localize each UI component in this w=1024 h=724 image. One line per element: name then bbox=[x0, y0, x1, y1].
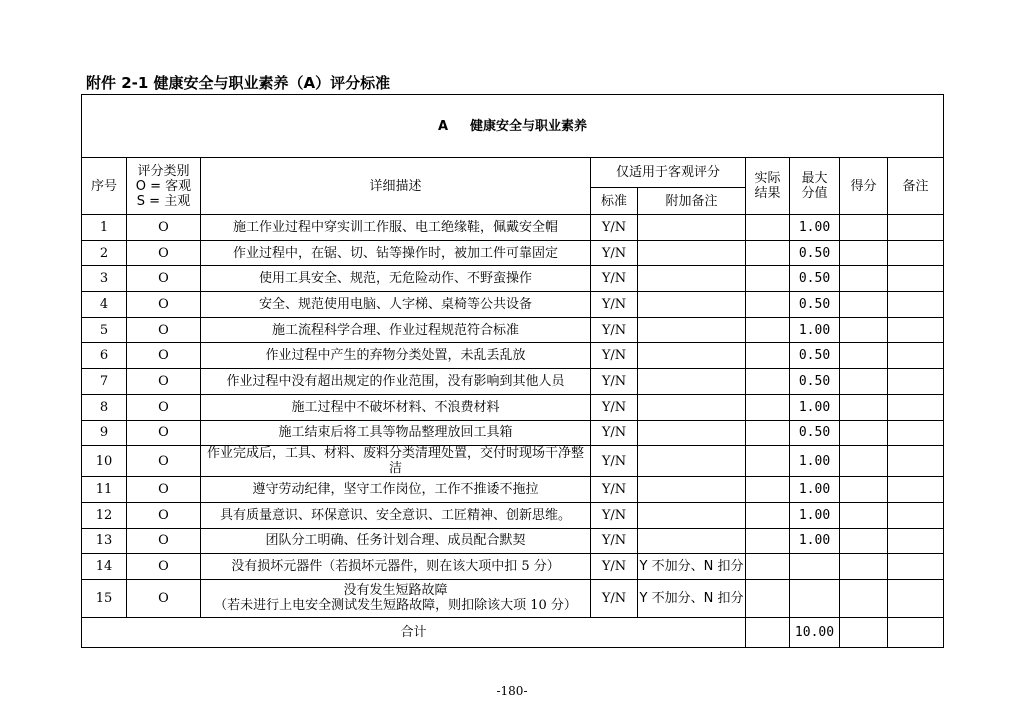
row-remark bbox=[888, 215, 944, 241]
table-row bbox=[82, 215, 944, 241]
table-row bbox=[82, 502, 944, 528]
row-description-text: 具有质量意识、环保意识、安全意识、工匠精神、创新思维。 bbox=[219, 507, 571, 523]
row-description-text: 没有损坏元器件（若损坏元器件，则在该大项中扣 5 分） bbox=[231, 559, 560, 575]
row-extra-note bbox=[638, 477, 746, 503]
row-max: 0.50 bbox=[790, 369, 840, 395]
row-seq: 11 bbox=[82, 477, 127, 503]
header-actual bbox=[746, 158, 790, 215]
row-remark bbox=[888, 446, 944, 477]
row-seq: 10 bbox=[82, 446, 127, 477]
row-score bbox=[840, 446, 888, 477]
header-standard: 标准 bbox=[591, 188, 638, 215]
header-max bbox=[790, 158, 840, 215]
total-max: 10.00 bbox=[790, 617, 840, 647]
row-type: O bbox=[127, 266, 201, 292]
row-seq: 1 bbox=[82, 215, 127, 241]
header-extra-note: 附加备注 bbox=[638, 188, 746, 215]
row-standard: Y/N bbox=[591, 343, 638, 369]
row-extra-note bbox=[638, 369, 746, 395]
row-score bbox=[840, 266, 888, 292]
row-description-text: 没有发生短路故障 bbox=[343, 583, 448, 599]
row-actual bbox=[746, 240, 790, 266]
row-description bbox=[201, 266, 591, 292]
row-actual bbox=[746, 266, 790, 292]
row-type: O bbox=[127, 240, 201, 266]
row-type: O bbox=[127, 477, 201, 503]
row-extra-note bbox=[638, 528, 746, 554]
row-remark bbox=[888, 579, 944, 617]
row-max: 1.00 bbox=[790, 502, 840, 528]
row-remark bbox=[888, 477, 944, 503]
table-row bbox=[82, 554, 944, 580]
row-remark bbox=[888, 394, 944, 420]
attachment-title: 附件 2-1 健康安全与职业素养（A）评分标准 bbox=[86, 74, 391, 92]
row-description-text: 作业过程中，在锯、切、钻等操作时，被加工件可靠固定 bbox=[232, 245, 558, 261]
total-actual bbox=[746, 617, 790, 647]
row-max: 1.00 bbox=[790, 215, 840, 241]
row-seq: 6 bbox=[82, 343, 127, 369]
row-actual bbox=[746, 343, 790, 369]
row-actual bbox=[746, 528, 790, 554]
header-objective-only: 仅适用于客观评分 bbox=[591, 158, 746, 188]
row-score bbox=[840, 554, 888, 580]
row-remark bbox=[888, 317, 944, 343]
row-standard: Y/N bbox=[591, 215, 638, 241]
row-description bbox=[201, 502, 591, 528]
row-max: 1.00 bbox=[790, 317, 840, 343]
row-standard: Y/N bbox=[591, 477, 638, 503]
row-standard: Y/N bbox=[591, 266, 638, 292]
scoring-table bbox=[81, 94, 944, 648]
table-row bbox=[82, 343, 944, 369]
row-score bbox=[840, 528, 888, 554]
row-score bbox=[840, 394, 888, 420]
row-description bbox=[201, 240, 591, 266]
row-description-text: 作业过程中产生的弃物分类处置，未乱丢乱放 bbox=[265, 348, 526, 364]
row-remark bbox=[888, 240, 944, 266]
row-extra-note: Y 不加分、N 扣分 bbox=[638, 554, 746, 580]
row-max: 1.00 bbox=[790, 477, 840, 503]
row-max: 1.00 bbox=[790, 394, 840, 420]
header-max-line1: 最大 bbox=[801, 171, 828, 186]
row-standard: Y/N bbox=[591, 292, 638, 318]
row-seq: 4 bbox=[82, 292, 127, 318]
header-type bbox=[127, 158, 201, 215]
row-description-text: 施工结束后将工具等物品整理放回工具箱 bbox=[278, 425, 513, 441]
row-type: O bbox=[127, 317, 201, 343]
row-actual bbox=[746, 579, 790, 617]
row-extra-note: Y 不加分、N 扣分 bbox=[638, 579, 746, 617]
row-max: 1.00 bbox=[790, 528, 840, 554]
row-score bbox=[840, 477, 888, 503]
row-standard: Y/N bbox=[591, 528, 638, 554]
row-score bbox=[840, 420, 888, 446]
table-row bbox=[82, 394, 944, 420]
row-description bbox=[201, 292, 591, 318]
row-max: 1.00 bbox=[790, 446, 840, 477]
header-description: 详细描述 bbox=[201, 158, 591, 215]
row-remark bbox=[888, 292, 944, 318]
header-max-line2: 分值 bbox=[801, 186, 828, 201]
section-letter: A bbox=[437, 118, 449, 134]
header-score: 得分 bbox=[840, 158, 888, 215]
row-description-text: 作业完成后，工具、材料、废料分类清理处置，交付时现场干净整洁 bbox=[206, 446, 584, 477]
row-extra-note bbox=[638, 240, 746, 266]
row-standard: Y/N bbox=[591, 420, 638, 446]
row-standard: Y/N bbox=[591, 446, 638, 477]
header-remark: 备注 bbox=[888, 158, 944, 215]
row-actual bbox=[746, 317, 790, 343]
table-row bbox=[82, 446, 944, 477]
row-actual bbox=[746, 369, 790, 395]
row-type: O bbox=[127, 579, 201, 617]
row-remark bbox=[888, 528, 944, 554]
row-remark bbox=[888, 554, 944, 580]
row-max: 0.50 bbox=[790, 240, 840, 266]
row-seq: 7 bbox=[82, 369, 127, 395]
row-remark bbox=[888, 343, 944, 369]
row-description bbox=[201, 317, 591, 343]
row-remark bbox=[888, 369, 944, 395]
page-number: -180- bbox=[496, 684, 528, 698]
table-row bbox=[82, 266, 944, 292]
row-description bbox=[201, 554, 591, 580]
row-description-text: 作业过程中没有超出规定的作业范围，没有影响到其他人员 bbox=[226, 373, 565, 389]
row-standard: Y/N bbox=[591, 317, 638, 343]
row-seq: 9 bbox=[82, 420, 127, 446]
table-row bbox=[82, 477, 944, 503]
row-actual bbox=[746, 477, 790, 503]
row-extra-note bbox=[638, 502, 746, 528]
section-title bbox=[82, 95, 944, 158]
row-description bbox=[201, 215, 591, 241]
row-description-note: （若未进行上电安全测试发生短路故障，则扣除该大项 10 分） bbox=[214, 598, 577, 614]
row-max: 0.50 bbox=[790, 266, 840, 292]
row-score bbox=[840, 579, 888, 617]
row-description bbox=[201, 446, 591, 477]
row-score bbox=[840, 240, 888, 266]
row-actual bbox=[746, 292, 790, 318]
row-actual bbox=[746, 446, 790, 477]
row-standard: Y/N bbox=[591, 394, 638, 420]
row-remark bbox=[888, 266, 944, 292]
row-max: 0.50 bbox=[790, 343, 840, 369]
row-extra-note bbox=[638, 343, 746, 369]
header-type-line1: 评分类别 bbox=[137, 163, 190, 179]
header-type-line2: O = 客观 bbox=[135, 178, 192, 194]
row-score bbox=[840, 343, 888, 369]
row-standard: Y/N bbox=[591, 240, 638, 266]
row-seq: 3 bbox=[82, 266, 127, 292]
row-seq: 8 bbox=[82, 394, 127, 420]
row-seq: 14 bbox=[82, 554, 127, 580]
row-seq: 5 bbox=[82, 317, 127, 343]
table-row bbox=[82, 369, 944, 395]
row-extra-note bbox=[638, 292, 746, 318]
row-type: O bbox=[127, 343, 201, 369]
row-actual bbox=[746, 394, 790, 420]
row-max bbox=[790, 579, 840, 617]
row-description-text: 使用工具安全、规范，无危险动作、不野蛮操作 bbox=[258, 271, 532, 287]
row-actual bbox=[746, 554, 790, 580]
row-description-text: 遵守劳动纪律，坚守工作岗位，工作不推诿不拖拉 bbox=[252, 482, 539, 498]
total-score bbox=[840, 617, 888, 647]
row-extra-note bbox=[638, 420, 746, 446]
row-remark bbox=[888, 502, 944, 528]
row-type: O bbox=[127, 528, 201, 554]
row-type: O bbox=[127, 502, 201, 528]
row-extra-note bbox=[638, 394, 746, 420]
row-score bbox=[840, 502, 888, 528]
header-type-line3: S = 主观 bbox=[136, 193, 191, 209]
row-extra-note bbox=[638, 266, 746, 292]
row-seq: 13 bbox=[82, 528, 127, 554]
table-row bbox=[82, 420, 944, 446]
row-standard: Y/N bbox=[591, 554, 638, 580]
table-row bbox=[82, 579, 944, 617]
total-label: 合计 bbox=[82, 617, 746, 647]
row-standard: Y/N bbox=[591, 579, 638, 617]
row-description bbox=[201, 420, 591, 446]
row-seq: 15 bbox=[82, 579, 127, 617]
row-standard: Y/N bbox=[591, 369, 638, 395]
row-description-text: 团队分工明确、任务计划合理、成员配合默契 bbox=[265, 533, 526, 549]
row-type: O bbox=[127, 420, 201, 446]
header-actual-line2: 结果 bbox=[754, 186, 781, 201]
row-extra-note bbox=[638, 317, 746, 343]
row-description-text: 施工作业过程中穿实训工作服、电工绝缘鞋，佩戴安全帽 bbox=[232, 219, 558, 235]
row-type: O bbox=[127, 292, 201, 318]
row-extra-note bbox=[638, 215, 746, 241]
row-description-text: 安全、规范使用电脑、人字梯、桌椅等公共设备 bbox=[258, 296, 532, 312]
row-score bbox=[840, 317, 888, 343]
row-description-text: 施工流程科学合理、作业过程规范符合标准 bbox=[271, 322, 519, 338]
row-description bbox=[201, 579, 591, 617]
row-type: O bbox=[127, 369, 201, 395]
row-actual bbox=[746, 215, 790, 241]
row-description bbox=[201, 343, 591, 369]
row-description bbox=[201, 369, 591, 395]
table-row bbox=[82, 317, 944, 343]
header-actual-line1: 实际 bbox=[754, 171, 781, 186]
row-max bbox=[790, 554, 840, 580]
row-remark bbox=[888, 420, 944, 446]
total-remark bbox=[888, 617, 944, 647]
total-row bbox=[82, 617, 944, 647]
row-score bbox=[840, 369, 888, 395]
section-name: 健康安全与职业素养 bbox=[470, 118, 588, 134]
row-description bbox=[201, 394, 591, 420]
row-actual bbox=[746, 420, 790, 446]
header-seq: 序号 bbox=[82, 158, 127, 215]
row-type: O bbox=[127, 215, 201, 241]
row-max: 0.50 bbox=[790, 292, 840, 318]
row-description bbox=[201, 477, 591, 503]
row-description bbox=[201, 528, 591, 554]
row-max: 0.50 bbox=[790, 420, 840, 446]
row-description-text: 施工过程中不破坏材料、不浪费材料 bbox=[291, 399, 500, 415]
row-type: O bbox=[127, 394, 201, 420]
table-row bbox=[82, 240, 944, 266]
row-score bbox=[840, 215, 888, 241]
row-extra-note bbox=[638, 446, 746, 477]
row-standard: Y/N bbox=[591, 502, 638, 528]
table-row bbox=[82, 292, 944, 318]
table-row bbox=[82, 528, 944, 554]
row-seq: 2 bbox=[82, 240, 127, 266]
row-type: O bbox=[127, 554, 201, 580]
row-actual bbox=[746, 502, 790, 528]
row-seq: 12 bbox=[82, 502, 127, 528]
row-type: O bbox=[127, 446, 201, 477]
row-score bbox=[840, 292, 888, 318]
